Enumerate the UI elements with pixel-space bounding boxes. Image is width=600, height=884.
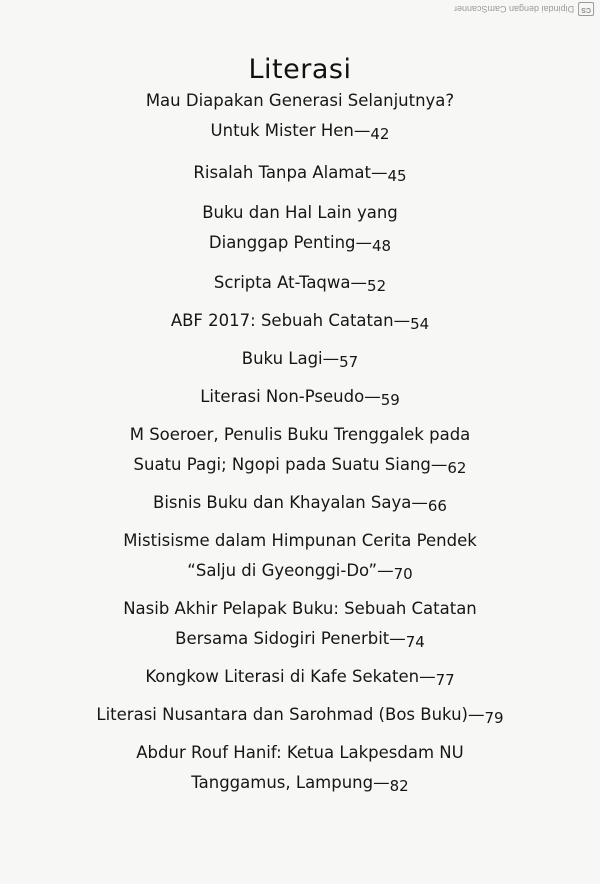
- toc-entry-buku-dan-hal: [10, 198, 590, 258]
- toc-entry-title-text: Dianggap Penting: [208, 233, 356, 252]
- toc-entry-mistisisme: [10, 526, 590, 586]
- toc-entry-abdur-rouf-hanif: [10, 738, 590, 798]
- toc-entry-title-line: Mau Diapakan Generasi Selanjutnya?: [145, 91, 455, 110]
- toc-entry-literasi-nusantara: [10, 700, 590, 730]
- toc-page-number: 54: [410, 315, 430, 333]
- toc-entry-title-line: [10, 116, 590, 146]
- toc-entry-title-line: [10, 662, 590, 692]
- toc-entry-title-text: Kongkow Literasi di Kafe Sekaten: [145, 667, 420, 686]
- toc-entry-buku-lagi: [10, 344, 590, 374]
- toc-page-number: 45: [387, 167, 407, 185]
- toc-entry-title-line: [10, 700, 590, 730]
- toc-separator: —: [350, 273, 368, 292]
- camscanner-logo-icon: CS: [578, 2, 594, 16]
- toc-entry-abf-2017: [10, 306, 590, 336]
- toc-entry-title-text: Suatu Pagi; Ngopi pada Suatu Siang: [133, 455, 431, 474]
- toc-page-number: 52: [367, 277, 387, 295]
- toc-separator: —: [373, 773, 390, 792]
- toc-page-number: 42: [370, 125, 390, 143]
- toc-entry-title-text: Literasi Nusantara dan Sarohmad (Bos Buku): [96, 705, 468, 724]
- toc-entry-scripta: [10, 268, 590, 298]
- toc-entry-title-line: Buku dan Hal Lain yang: [202, 203, 398, 222]
- toc-separator: —: [411, 493, 428, 512]
- toc-entry-title-line: [10, 624, 590, 654]
- toc-entry-title-line: [10, 344, 590, 374]
- toc-separator: —: [353, 121, 371, 140]
- toc-separator: —: [393, 311, 411, 330]
- toc-entry-title-text: Scripta At-Taqwa: [213, 273, 351, 292]
- toc-entry-kongkow-literasi: [10, 662, 590, 692]
- toc-entry-title-line: [10, 488, 590, 518]
- toc-entry-title-text: ABF 2017: Sebuah Catatan: [170, 311, 394, 330]
- toc-entry-title-text: Bersama Sidogiri Penerbit: [175, 629, 390, 648]
- toc-entry-literasi-non-pseudo: [10, 382, 590, 412]
- toc-entry-title-line: [10, 450, 590, 480]
- toc-entry-title-line: [10, 268, 590, 298]
- table-of-contents: [10, 86, 590, 798]
- toc-entry-mau-diapakan: [10, 86, 590, 146]
- toc-page-number: 79: [484, 709, 504, 727]
- camscanner-watermark: [454, 2, 594, 16]
- toc-separator: —: [419, 667, 436, 686]
- toc-entry-nasib-akhir: [10, 594, 590, 654]
- toc-entry-risalah: [10, 158, 590, 188]
- toc-page-number: 82: [389, 777, 409, 795]
- toc-entry-title-line: [10, 768, 590, 798]
- toc-entry-title-text: Tanggamus, Lampung: [191, 773, 374, 792]
- toc-entry-title-text: Bisnis Buku dan Khayalan Saya: [153, 493, 412, 512]
- toc-separator: —: [364, 387, 381, 406]
- toc-page-number: 62: [447, 459, 467, 477]
- toc-separator: —: [322, 349, 340, 368]
- toc-entry-title-line: [10, 382, 590, 412]
- toc-entry-title-text: Literasi Non-Pseudo: [200, 387, 365, 406]
- toc-entry-title-line: Nasib Akhir Pelapak Buku: Sebuah Catatan: [123, 599, 477, 618]
- toc-separator: —: [355, 233, 372, 252]
- toc-entry-title-line: Abdur Rouf Hanif: Ketua Lakpesdam NU: [136, 743, 464, 762]
- toc-page-number: 66: [427, 497, 447, 515]
- toc-entry-title-line: [10, 556, 590, 586]
- toc-separator: —: [467, 705, 485, 724]
- toc-entry-title-line: [10, 228, 590, 258]
- toc-page-number: 48: [372, 237, 392, 255]
- toc-page-number: 57: [339, 353, 359, 371]
- toc-page-number: 74: [405, 633, 425, 651]
- toc-separator: —: [377, 561, 394, 580]
- toc-page-number: 59: [380, 391, 400, 409]
- toc-page-number: 77: [435, 671, 455, 689]
- toc-entry-title-line: [10, 306, 590, 336]
- toc-separator: —: [430, 455, 448, 474]
- toc-entry-title-text: Risalah Tanpa Alamat: [193, 163, 371, 182]
- watermark-text: Dipindai dengan CamScanner: [453, 4, 574, 14]
- toc-entry-title-text: Untuk Mister Hen: [210, 121, 354, 140]
- toc-separator: —: [389, 629, 406, 648]
- toc-entry-bisnis-buku: [10, 488, 590, 518]
- toc-entry-m-soeroer: [10, 420, 590, 480]
- toc-entry-title-line: M Soeroer, Penulis Buku Trenggalek pada: [129, 425, 471, 444]
- toc-entry-title-text: “Salju di Gyeonggi-Do”: [187, 561, 378, 580]
- toc-page-number: 70: [393, 565, 413, 583]
- toc-entry-title-line: [10, 158, 590, 188]
- toc-separator: —: [370, 163, 388, 182]
- page-title: Literasi: [248, 54, 352, 86]
- toc-entry-title-text: Buku Lagi: [241, 349, 323, 368]
- toc-entry-title-line: Mistisisme dalam Himpunan Cerita Pendek: [123, 531, 477, 550]
